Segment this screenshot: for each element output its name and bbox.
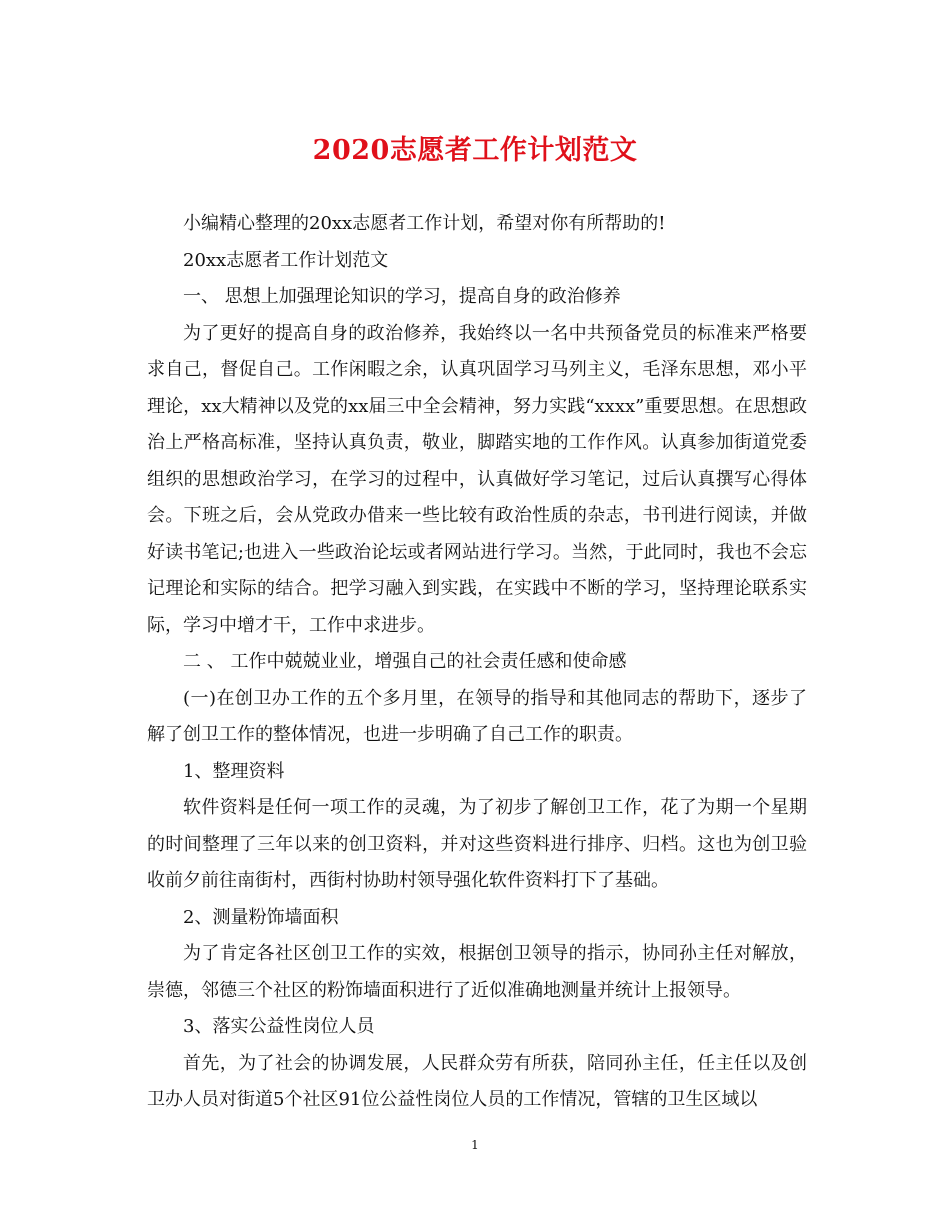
item-heading-2: 2、测量粉饰墙面积: [183, 906, 339, 928]
paragraph-body: 为了更好的提高自身的政治修养，我始终以一名中共预备党员的标准来严格要求自己，督促自己。工作闲暇之余，认真巩固学习马列主义，毛泽东思想，邓小平理论，xx大精神以及党的xx届三中全会精神，努力实践“xxxx”重要思想。在思想政治上严格高标准，坚持认真负责，敬业，脚踏实地的工作作风。认真参加街道党委组织的思想政治学习，在学习的过程中，认真做好学习笔记，过后认真撰写心得体会。下班之后，会从党政办借来一些比较有政治性质的杂志，书刊进行阅读，并做好读书笔记;也进入一些政治论坛或者网站进行学习。当然，于此同时，我也不会忘记理论和实际的结合。把学习融入到实践，在实践中不断的学习，坚持理论联系实际，学习中增才干，工作中求进步。: [147, 322, 807, 636]
paragraph-body: 软件资料是任何一项工作的灵魂，为了初步了解创卫工作，花了为期一个星期的时间整理了三年以来的创卫资料，并对这些资料进行排序、归档。这也为创卫验收前夕前往南街村，西街村协助村领导强化软件资料打下了基础。: [147, 797, 807, 891]
document-body: [147, 206, 807, 1119]
section-heading-1: 一、 思想上加强理论知识的学习，提高自身的政治修养: [183, 286, 621, 307]
paragraph-body: (一)在创卫办工作的五个多月里，在领导的指导和其他同志的帮助下，逐步了解了创卫工作的整体情况，也进一步明确了自己工作的职责。: [147, 687, 807, 745]
page-number: 1: [471, 1138, 479, 1152]
paragraph-body: 首先，为了社会的协调发展，人民群众劳有所获，陪同孙主任，任主任以及创卫办人员对街道5个社区91位公益性岗位人员的工作情况，管辖的卫生区域以: [147, 1052, 807, 1110]
item-heading-3: 3、落实公益性岗位人员: [183, 1016, 375, 1037]
item-heading-1: 1、整理资料: [183, 760, 285, 782]
document-title: 2020志愿者工作计划范文: [312, 135, 638, 166]
paragraph-body: 为了肯定各社区创卫工作的实效，根据创卫领导的指示，协同孙主任对解放，崇德，邻德三个社区的粉饰墙面积进行了近似准确地测量并统计上报领导。: [147, 943, 807, 1001]
paragraph-subtitle: 20xx志愿者工作计划范文: [183, 249, 389, 271]
section-heading-2: 二 、 工作中兢兢业业，增强自己的社会责任感和使命感: [183, 651, 627, 672]
paragraph-intro: 小编精心整理的20xx志愿者工作计划，希望对你有所帮助的!: [183, 213, 666, 234]
